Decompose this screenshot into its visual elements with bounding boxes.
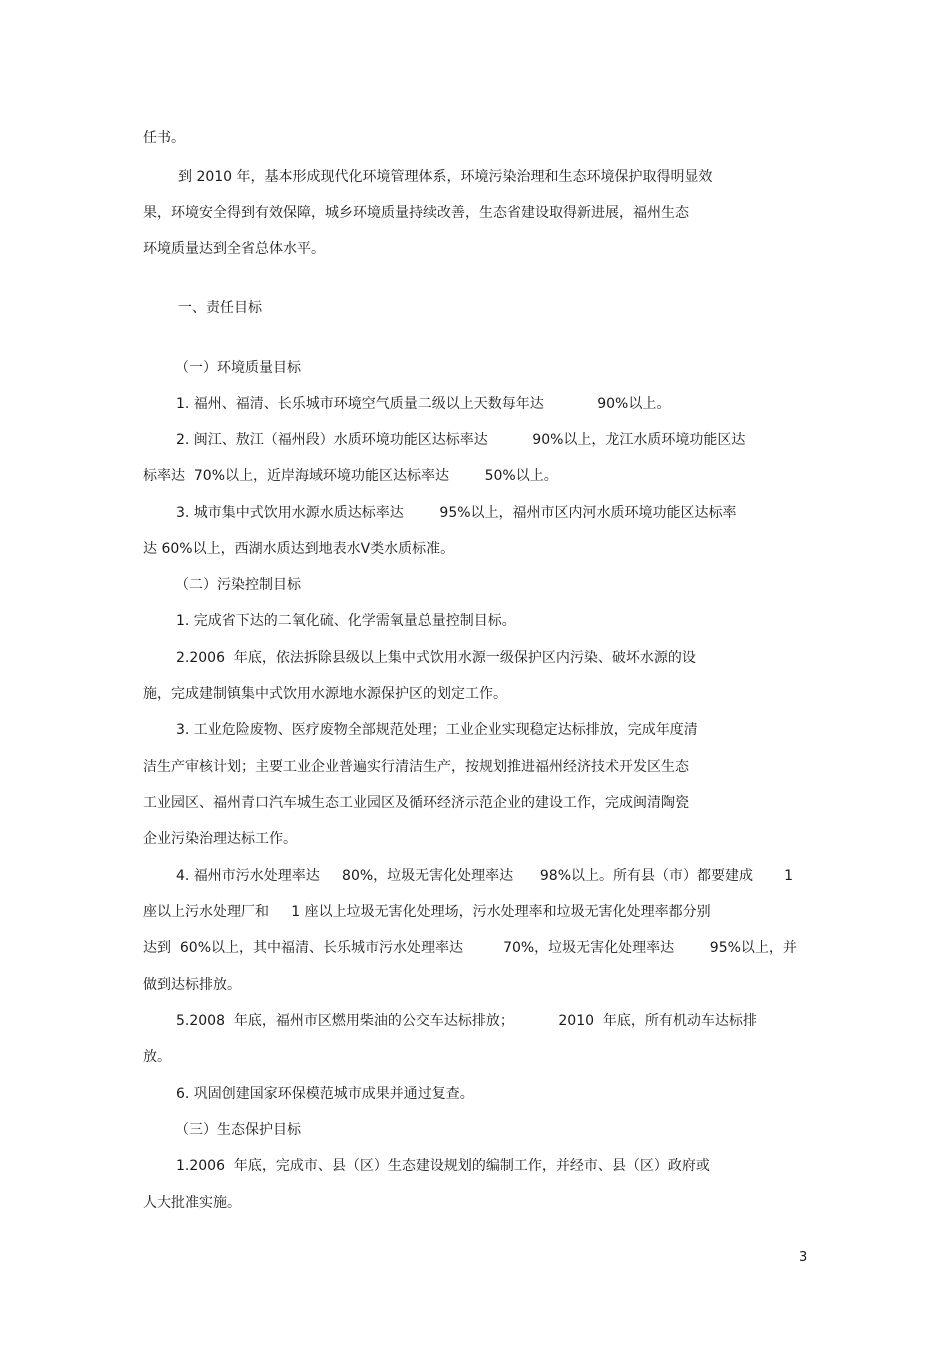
text-line: 1. 完成省下达的二氧化硫、化学需氧量总量控制目标。 [176,613,516,629]
text-line: 达 60%以上，西湖水质达到地表水Ⅴ类水质标准。 [143,541,455,557]
text-line: 达到 60%以上，其中福清、长乐城市污水处理率达 70%，垃圾无害化处理率达 95%以上，并 [143,940,797,956]
text-line: 果，环境安全得到有效保障，城乡环境质量持续改善，生态省建设取得新进展，福州生态 [143,205,689,221]
text-line: 4. 福州市污水处理率达 80%，垃圾无害化处理率达 98%以上。所有县（市）都要建成 1 [176,868,794,884]
text-line: 1.2006 年底，完成市、县（区）生态建设规划的编制工作，并经市、县（区）政府或 [176,1158,710,1174]
subsection-heading: （二）污染控制目标 [175,577,301,593]
text-line: 2. 闽江、敖江（福州段）水质环境功能区达标率达 90%以上，龙江水质环境功能区达 [176,432,746,448]
text-line: 3. 工业危险废物、医疗废物全部规范处理；工业企业实现稳定达标排放，完成年度清 [176,722,698,738]
text-line: 人大批准实施。 [143,1195,241,1211]
text-line: 工业园区、福州青口汽车城生态工业园区及循环经济示范企业的建设工作，完成闽清陶瓷 [143,795,689,811]
text-line: 企业污染治理达标工作。 [143,831,297,847]
text-line: 放。 [143,1049,171,1065]
section-heading: 一、责任目标 [178,300,262,316]
text-line: 1. 福州、福清、长乐城市环境空气质量二级以上天数每年达 90%以上。 [176,396,671,412]
text-line: 标率达 70%以上，近岸海域环境功能区达标率达 50%以上。 [143,468,558,484]
text-line: 到 2010 年，基本形成现代化环境管理体系，环境污染治理和生态环境保护取得明显效 [178,169,713,185]
page-number: 3 [799,1250,808,1265]
text-line: 洁生产审核计划；主要工业企业普遍实行清洁生产，按规划推进福州经济技术开发区生态 [143,759,689,775]
subsection-heading: （三）生态保护目标 [175,1122,301,1138]
text-line: 环境质量达到全省总体水平。 [143,241,325,257]
text-line: 任书。 [143,130,185,146]
text-line: 做到达标排放。 [143,977,241,993]
text-line: 施，完成建制镇集中式饮用水源地水源保护区的划定工作。 [143,686,507,702]
text-line: 座以上污水处理厂和 1 座以上垃圾无害化处理场，污水处理率和垃圾无害化处理率都分别 [143,904,711,920]
text-line: 2.2006 年底，依法拆除县级以上集中式饮用水源一级保护区内污染、破坏水源的设 [176,650,696,666]
text-line: 3. 城市集中式饮用水源水质达标率达 95%以上，福州市区内河水质环境功能区达标率 [176,505,737,521]
text-line: 5.2008 年底，福州市区燃用柴油的公交车达标排放； 2010 年底，所有机动车达标排 [176,1013,757,1029]
text-line: 6. 巩固创建国家环保模范城市成果并通过复查。 [176,1086,474,1102]
subsection-heading: （一）环境质量目标 [175,360,301,376]
